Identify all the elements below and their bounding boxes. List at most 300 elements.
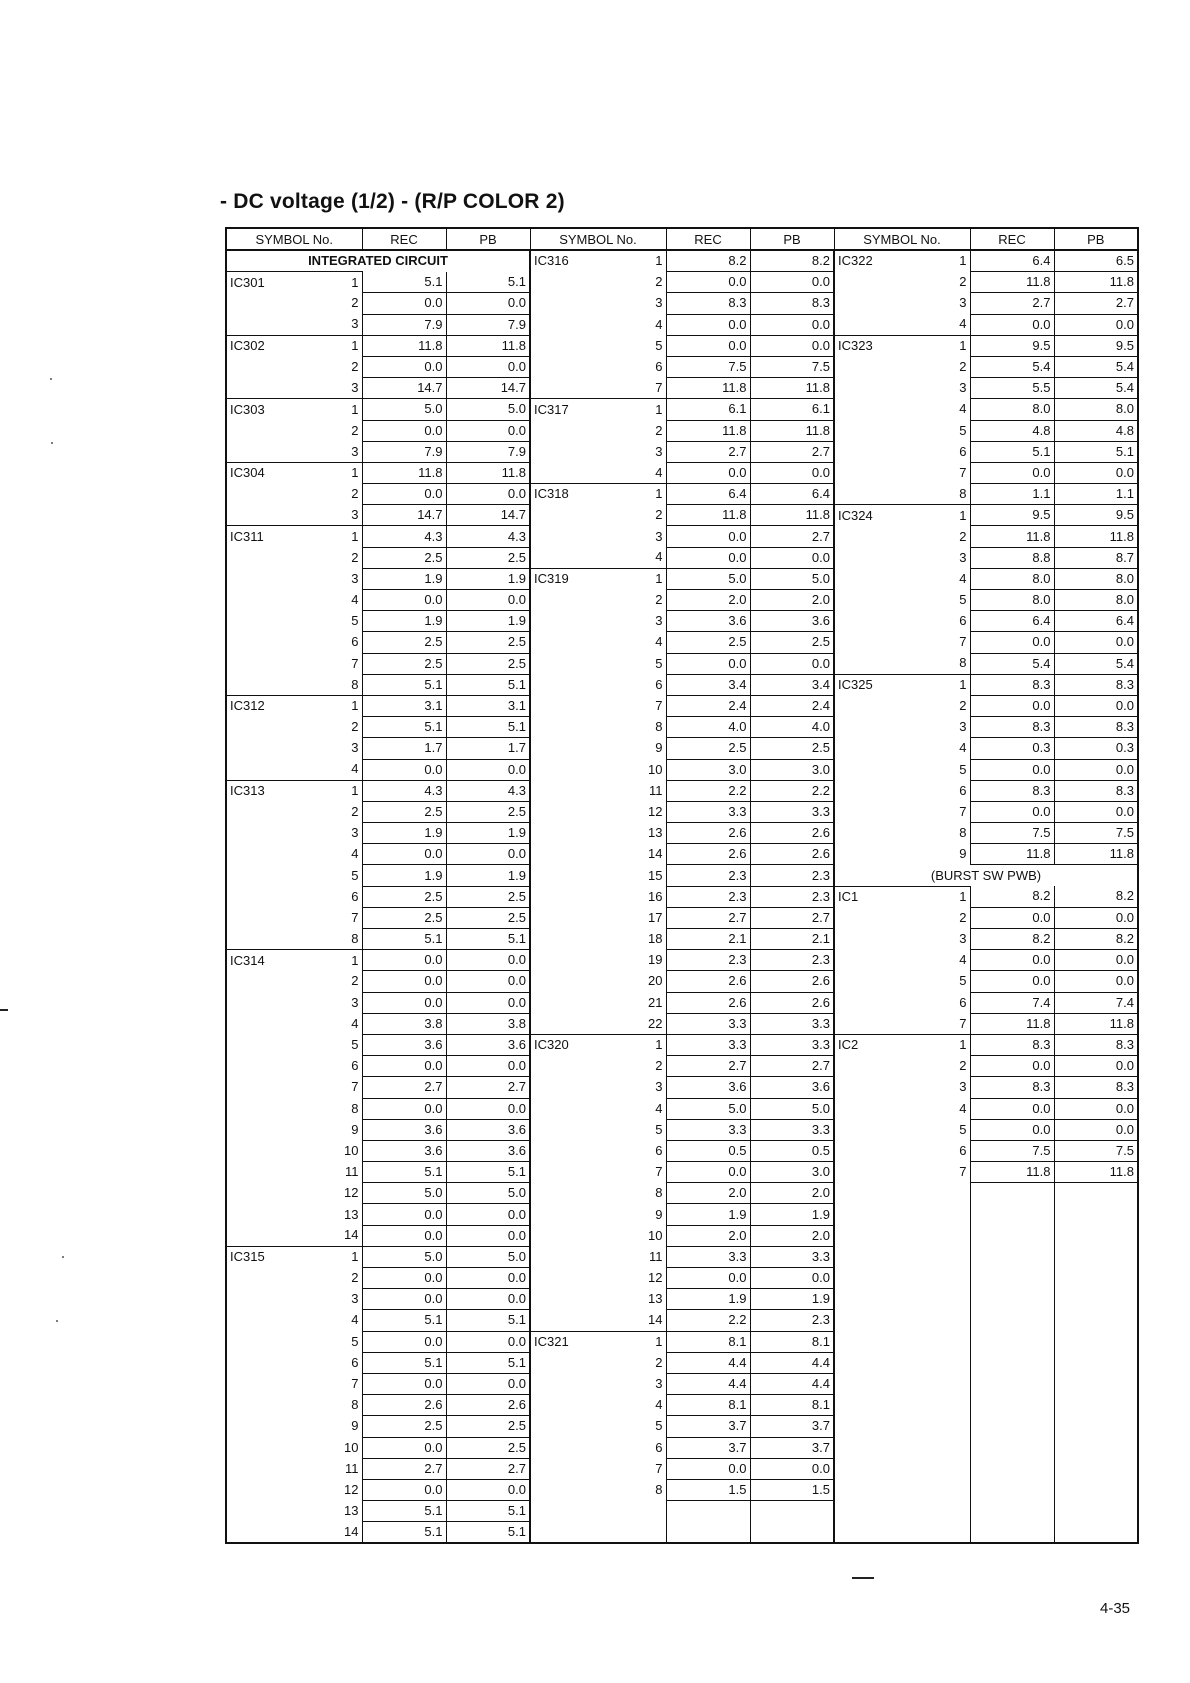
pin-number: 1	[655, 253, 663, 269]
pb-value: 1.9	[446, 823, 530, 844]
ic-label: IC317	[534, 401, 569, 417]
rec-value: 11.8	[970, 1013, 1054, 1034]
empty-cell	[834, 1183, 970, 1204]
rec-value: 2.3	[666, 865, 750, 886]
empty-cell	[970, 1204, 1054, 1225]
pb-value: 0.0	[446, 1479, 530, 1500]
rec-value: 2.2	[666, 780, 750, 801]
pin-number: 2	[655, 507, 663, 523]
pb-value: 6.4	[750, 484, 834, 505]
symbol-cell	[530, 992, 666, 1013]
symbol-cell	[530, 420, 666, 441]
rec-value: 5.1	[362, 929, 446, 950]
symbol-cell	[530, 674, 666, 695]
symbol-cell	[834, 1056, 970, 1077]
rec-value: 8.0	[970, 590, 1054, 611]
symbol-cell	[530, 356, 666, 377]
ic-label: IC311	[230, 528, 264, 544]
rec-value: 0.0	[362, 293, 446, 314]
pin-number: 3	[351, 379, 359, 395]
rec-value: 1.5	[666, 1479, 750, 1500]
symbol-cell	[834, 484, 970, 505]
symbol-cell	[226, 674, 362, 695]
empty-cell	[1054, 1183, 1138, 1204]
rec-value: 11.8	[666, 505, 750, 526]
symbol-cell	[226, 1416, 362, 1437]
symbol-cell	[834, 950, 970, 971]
table-row	[226, 1522, 1138, 1544]
symbol-cell	[226, 844, 362, 865]
rec-value: 2.5	[666, 738, 750, 759]
rec-value: 1.9	[362, 568, 446, 589]
table-row	[226, 780, 1138, 801]
table-body	[226, 250, 1138, 1543]
pb-value: 0.0	[446, 844, 530, 865]
empty-cell	[1054, 1458, 1138, 1479]
pin-number: 1	[351, 1249, 359, 1265]
pb-header: PB	[1054, 228, 1138, 250]
table-row	[226, 865, 1138, 886]
rec-value: 8.3	[970, 1077, 1054, 1098]
pin-number: 3	[655, 613, 663, 629]
pb-value: 9.5	[1054, 505, 1138, 526]
pin-number: 7	[655, 698, 663, 714]
table-row	[226, 335, 1138, 356]
rec-value: 2.6	[666, 971, 750, 992]
rec-value: 0.0	[666, 547, 750, 568]
pin-number: 21	[648, 994, 663, 1010]
empty-cell	[834, 1416, 970, 1437]
pin-number: 3	[655, 443, 663, 459]
symbol-cell	[226, 293, 362, 314]
pin-number: 1	[959, 888, 967, 904]
symbol-cell	[530, 378, 666, 399]
pin-number: 1	[351, 528, 359, 544]
ic-label: IC312	[230, 698, 265, 714]
symbol-cell	[226, 356, 362, 377]
pin-number: 1	[351, 465, 359, 481]
pin-number: 1	[959, 507, 967, 523]
symbol-cell	[226, 780, 362, 801]
empty-cell	[970, 1416, 1054, 1437]
pb-value: 6.1	[750, 399, 834, 420]
pin-number: 5	[655, 1418, 663, 1434]
pb-value: 5.1	[446, 1310, 530, 1331]
pin-number: 8	[351, 1100, 359, 1116]
pb-value: 8.3	[1054, 674, 1138, 695]
rec-value: 2.7	[362, 1077, 446, 1098]
rec-value: 6.1	[666, 399, 750, 420]
table-row	[226, 717, 1138, 738]
rec-value: 2.5	[362, 801, 446, 822]
pin-number: 7	[351, 1376, 359, 1392]
symbol-cell	[226, 971, 362, 992]
pb-value: 0.0	[750, 335, 834, 356]
pin-number: 18	[648, 931, 663, 947]
pb-value: 0.0	[446, 1056, 530, 1077]
rec-value: 0.0	[362, 356, 446, 377]
pb-value: 2.7	[750, 1056, 834, 1077]
symbol-cell	[530, 1458, 666, 1479]
symbol-cell	[226, 547, 362, 568]
table-row	[226, 695, 1138, 716]
pb-value: 0.0	[750, 272, 834, 293]
empty-cell	[970, 1501, 1054, 1522]
pin-number: 2	[351, 973, 359, 989]
symbol-cell	[530, 399, 666, 420]
rec-value: 0.0	[970, 759, 1054, 780]
symbol-cell	[530, 1013, 666, 1034]
table-row	[226, 844, 1138, 865]
pin-number: 4	[959, 316, 967, 332]
pin-number: 3	[655, 1079, 663, 1095]
pb-value: 4.0	[750, 717, 834, 738]
rec-value: 7.9	[362, 441, 446, 462]
table-row	[226, 568, 1138, 589]
pb-value: 3.8	[446, 1013, 530, 1034]
pin-number: 5	[959, 422, 967, 438]
empty-cell	[834, 1458, 970, 1479]
rec-value: 0.0	[362, 759, 446, 780]
ic-label: IC316	[534, 253, 569, 269]
rec-value: 8.2	[970, 886, 1054, 907]
rec-value: 2.6	[666, 823, 750, 844]
symbol-cell	[834, 929, 970, 950]
rec-value: 4.3	[362, 780, 446, 801]
pin-number: 14	[344, 1227, 359, 1243]
pin-number: 10	[344, 1142, 359, 1158]
rec-value: 3.6	[666, 1077, 750, 1098]
pin-number: 1	[959, 677, 967, 693]
rec-value: 1.9	[362, 823, 446, 844]
pb-value: 4.3	[446, 780, 530, 801]
symbol-header: SYMBOL No.	[226, 228, 362, 250]
table-row	[226, 1437, 1138, 1458]
rec-value: 5.1	[362, 674, 446, 695]
rec-value: 11.8	[666, 420, 750, 441]
pin-number: 3	[351, 316, 359, 332]
pin-number: 9	[351, 1121, 359, 1137]
symbol-cell	[226, 1034, 362, 1055]
rec-value: 2.6	[666, 992, 750, 1013]
pb-value: 0.0	[446, 1204, 530, 1225]
pin-number: 5	[655, 337, 663, 353]
rec-value: 8.3	[970, 780, 1054, 801]
symbol-cell	[530, 250, 666, 272]
rec-value: 0.0	[970, 462, 1054, 483]
pin-number: 2	[351, 486, 359, 502]
ic-label: IC304	[230, 465, 265, 481]
symbol-cell	[834, 780, 970, 801]
empty-cell	[970, 1522, 1054, 1544]
pin-number: 8	[959, 485, 967, 501]
pin-number: 3	[655, 528, 663, 544]
rec-value: 9.5	[970, 505, 1054, 526]
symbol-cell	[834, 1119, 970, 1140]
pb-value: 0.0	[446, 590, 530, 611]
symbol-cell	[530, 1437, 666, 1458]
symbol-cell	[834, 293, 970, 314]
symbol-cell	[834, 801, 970, 822]
scan-dot	[50, 378, 52, 380]
pin-number: 5	[959, 761, 967, 777]
rec-value: 2.1	[666, 929, 750, 950]
rec-value: 2.3	[666, 950, 750, 971]
symbol-cell	[530, 695, 666, 716]
ic-label: IC318	[534, 486, 569, 502]
table-row	[226, 1034, 1138, 1055]
pin-number: 22	[648, 1015, 663, 1031]
ic-label: IC2	[838, 1037, 859, 1053]
pb-value: 0.0	[1054, 632, 1138, 653]
pb-value: 8.0	[1054, 399, 1138, 420]
pb-value: 0.0	[446, 1331, 530, 1352]
scan-mark	[852, 1577, 874, 1579]
pb-value: 2.0	[750, 1225, 834, 1246]
pin-number: 1	[351, 338, 359, 354]
pin-number: 7	[655, 1164, 663, 1180]
pb-value: 0.0	[1054, 759, 1138, 780]
pin-number: 1	[655, 571, 663, 587]
pb-value: 2.3	[750, 886, 834, 907]
table-row	[226, 1373, 1138, 1394]
empty-cell	[970, 1479, 1054, 1500]
pb-value: 5.4	[1054, 356, 1138, 377]
pb-value: 7.5	[1054, 823, 1138, 844]
pin-number: 13	[344, 1503, 359, 1519]
symbol-cell	[226, 441, 362, 462]
rec-value: 8.1	[666, 1395, 750, 1416]
empty-cell	[970, 1331, 1054, 1352]
pb-value: 5.1	[446, 1522, 530, 1544]
table-row	[226, 526, 1138, 547]
pb-value: 1.7	[446, 738, 530, 759]
table-row	[226, 1310, 1138, 1331]
pb-value: 11.8	[1054, 526, 1138, 547]
scan-dot	[51, 442, 53, 444]
pb-value: 3.4	[750, 674, 834, 695]
rec-value: 7.5	[970, 1140, 1054, 1161]
pin-number: 2	[351, 549, 359, 565]
pin-number: 8	[959, 825, 967, 841]
pb-value: 11.8	[1054, 1162, 1138, 1183]
table-row	[226, 462, 1138, 483]
table-row	[226, 250, 1138, 272]
rec-value: 3.6	[362, 1140, 446, 1161]
pin-number: 3	[959, 1079, 967, 1095]
rec-value: 0.0	[666, 526, 750, 547]
symbol-cell	[226, 886, 362, 907]
symbol-cell	[834, 356, 970, 377]
pin-number: 2	[351, 803, 359, 819]
symbol-cell	[834, 611, 970, 632]
pb-value: 4.3	[446, 526, 530, 547]
pb-value: 9.5	[1054, 335, 1138, 356]
empty-cell	[834, 1246, 970, 1267]
section-header: INTEGRATED CIRCUIT	[226, 250, 530, 272]
empty-cell	[834, 1522, 970, 1544]
rec-value: 2.2	[666, 1310, 750, 1331]
rec-value: 2.0	[666, 1183, 750, 1204]
rec-value: 3.3	[666, 801, 750, 822]
pb-value: 0.0	[1054, 462, 1138, 483]
symbol-cell	[530, 1479, 666, 1500]
section-header: (BURST SW PWB)	[834, 865, 1138, 886]
symbol-cell	[226, 1077, 362, 1098]
pb-value: 0.0	[446, 1373, 530, 1394]
symbol-cell	[530, 780, 666, 801]
pin-number: 5	[959, 1121, 967, 1137]
empty-cell	[970, 1268, 1054, 1289]
pin-number: 12	[648, 803, 663, 819]
ic-label: IC320	[534, 1037, 569, 1053]
pb-value: 1.1	[1054, 484, 1138, 505]
symbol-cell	[530, 929, 666, 950]
rec-value: 0.0	[362, 992, 446, 1013]
pin-number: 6	[959, 1142, 967, 1158]
pin-number: 4	[351, 592, 359, 608]
pb-value: 2.3	[750, 865, 834, 886]
rec-value: 0.0	[362, 1373, 446, 1394]
rec-value: 5.5	[970, 378, 1054, 399]
symbol-cell	[834, 759, 970, 780]
page-title: - DC voltage (1/2) - (R/P COLOR 2)	[220, 190, 565, 213]
ic-label: IC324	[838, 507, 873, 523]
table-row	[226, 611, 1138, 632]
pin-number: 3	[959, 719, 967, 735]
table-row	[226, 971, 1138, 992]
rec-value: 3.7	[666, 1437, 750, 1458]
rec-value: 5.4	[970, 653, 1054, 674]
pin-number: 2	[959, 359, 967, 375]
pb-value: 0.0	[1054, 971, 1138, 992]
pb-value: 8.7	[1054, 547, 1138, 568]
pin-number: 4	[655, 1397, 663, 1413]
pb-value: 0.0	[1054, 314, 1138, 335]
rec-value: 0.0	[362, 1225, 446, 1246]
rec-value: 0.0	[362, 950, 446, 971]
symbol-cell	[226, 801, 362, 822]
rec-value: 0.0	[666, 314, 750, 335]
rec-value: 0.0	[666, 653, 750, 674]
pin-number: 7	[351, 655, 359, 671]
pb-value: 0.0	[446, 1289, 530, 1310]
pb-value: 4.4	[750, 1373, 834, 1394]
rec-value: 2.5	[362, 886, 446, 907]
table-row	[226, 632, 1138, 653]
pb-value: 2.7	[750, 441, 834, 462]
table-row	[226, 1246, 1138, 1267]
rec-value: 11.8	[970, 272, 1054, 293]
empty-cell	[970, 1310, 1054, 1331]
pin-number: 1	[351, 952, 359, 968]
pb-value: 2.7	[750, 526, 834, 547]
pin-number: 10	[344, 1439, 359, 1455]
symbol-cell	[530, 272, 666, 293]
symbol-cell	[834, 1140, 970, 1161]
pin-number: 2	[655, 274, 663, 290]
pb-value: 4.8	[1054, 420, 1138, 441]
pb-value: 5.0	[446, 1183, 530, 1204]
pin-number: 3	[959, 380, 967, 396]
pin-number: 8	[959, 655, 967, 671]
symbol-cell	[226, 717, 362, 738]
ic-label: IC319	[534, 571, 569, 587]
pin-number: 5	[351, 867, 359, 883]
pin-number: 1	[655, 1333, 663, 1349]
pb-value: 2.5	[446, 1416, 530, 1437]
table-row	[226, 992, 1138, 1013]
pin-number: 7	[655, 379, 663, 395]
pin-number: 16	[648, 888, 663, 904]
empty-cell	[970, 1225, 1054, 1246]
pb-value: 0.0	[446, 293, 530, 314]
rec-value: 14.7	[362, 505, 446, 526]
empty-cell	[666, 1522, 750, 1544]
empty-cell	[750, 1522, 834, 1544]
symbol-cell	[226, 865, 362, 886]
symbol-cell	[226, 695, 362, 716]
symbol-cell	[226, 1056, 362, 1077]
symbol-cell	[834, 335, 970, 356]
pb-value: 0.0	[750, 547, 834, 568]
pin-number: 2	[959, 1058, 967, 1074]
rec-value: 2.7	[666, 907, 750, 928]
pin-number: 2	[351, 422, 359, 438]
symbol-cell	[530, 886, 666, 907]
table-row	[226, 547, 1138, 568]
pin-number: 7	[959, 634, 967, 650]
empty-cell	[970, 1352, 1054, 1373]
rec-value: 2.5	[362, 1416, 446, 1437]
pb-value: 8.2	[1054, 886, 1138, 907]
pin-number: 11	[345, 1164, 359, 1180]
symbol-cell	[226, 568, 362, 589]
table-row	[226, 759, 1138, 780]
pin-number: 13	[344, 1206, 359, 1222]
pin-number: 3	[351, 994, 359, 1010]
ic-label: IC303	[230, 401, 265, 417]
symbol-cell	[226, 1225, 362, 1246]
scan-mark	[0, 1009, 8, 1011]
empty-cell	[530, 1501, 666, 1522]
empty-cell	[970, 1437, 1054, 1458]
pin-number: 4	[959, 952, 967, 968]
symbol-cell	[530, 950, 666, 971]
rec-value: 8.0	[970, 568, 1054, 589]
empty-cell	[834, 1268, 970, 1289]
pin-number: 9	[655, 740, 663, 756]
pin-number: 12	[344, 1185, 359, 1201]
symbol-cell	[530, 1034, 666, 1055]
pb-value: 11.8	[1054, 1013, 1138, 1034]
symbol-cell	[530, 1268, 666, 1289]
pin-number: 4	[959, 570, 967, 586]
empty-cell	[1054, 1225, 1138, 1246]
empty-cell	[970, 1289, 1054, 1310]
symbol-cell	[530, 1162, 666, 1183]
rec-value: 2.6	[362, 1395, 446, 1416]
symbol-cell	[530, 907, 666, 928]
table-row	[226, 1416, 1138, 1437]
symbol-cell	[530, 653, 666, 674]
pb-value: 2.5	[446, 907, 530, 928]
pin-number: 14	[344, 1524, 359, 1540]
rec-value: 0.0	[362, 1289, 446, 1310]
rec-value: 1.9	[362, 865, 446, 886]
rec-value: 3.4	[666, 674, 750, 695]
pb-value: 0.3	[1054, 738, 1138, 759]
